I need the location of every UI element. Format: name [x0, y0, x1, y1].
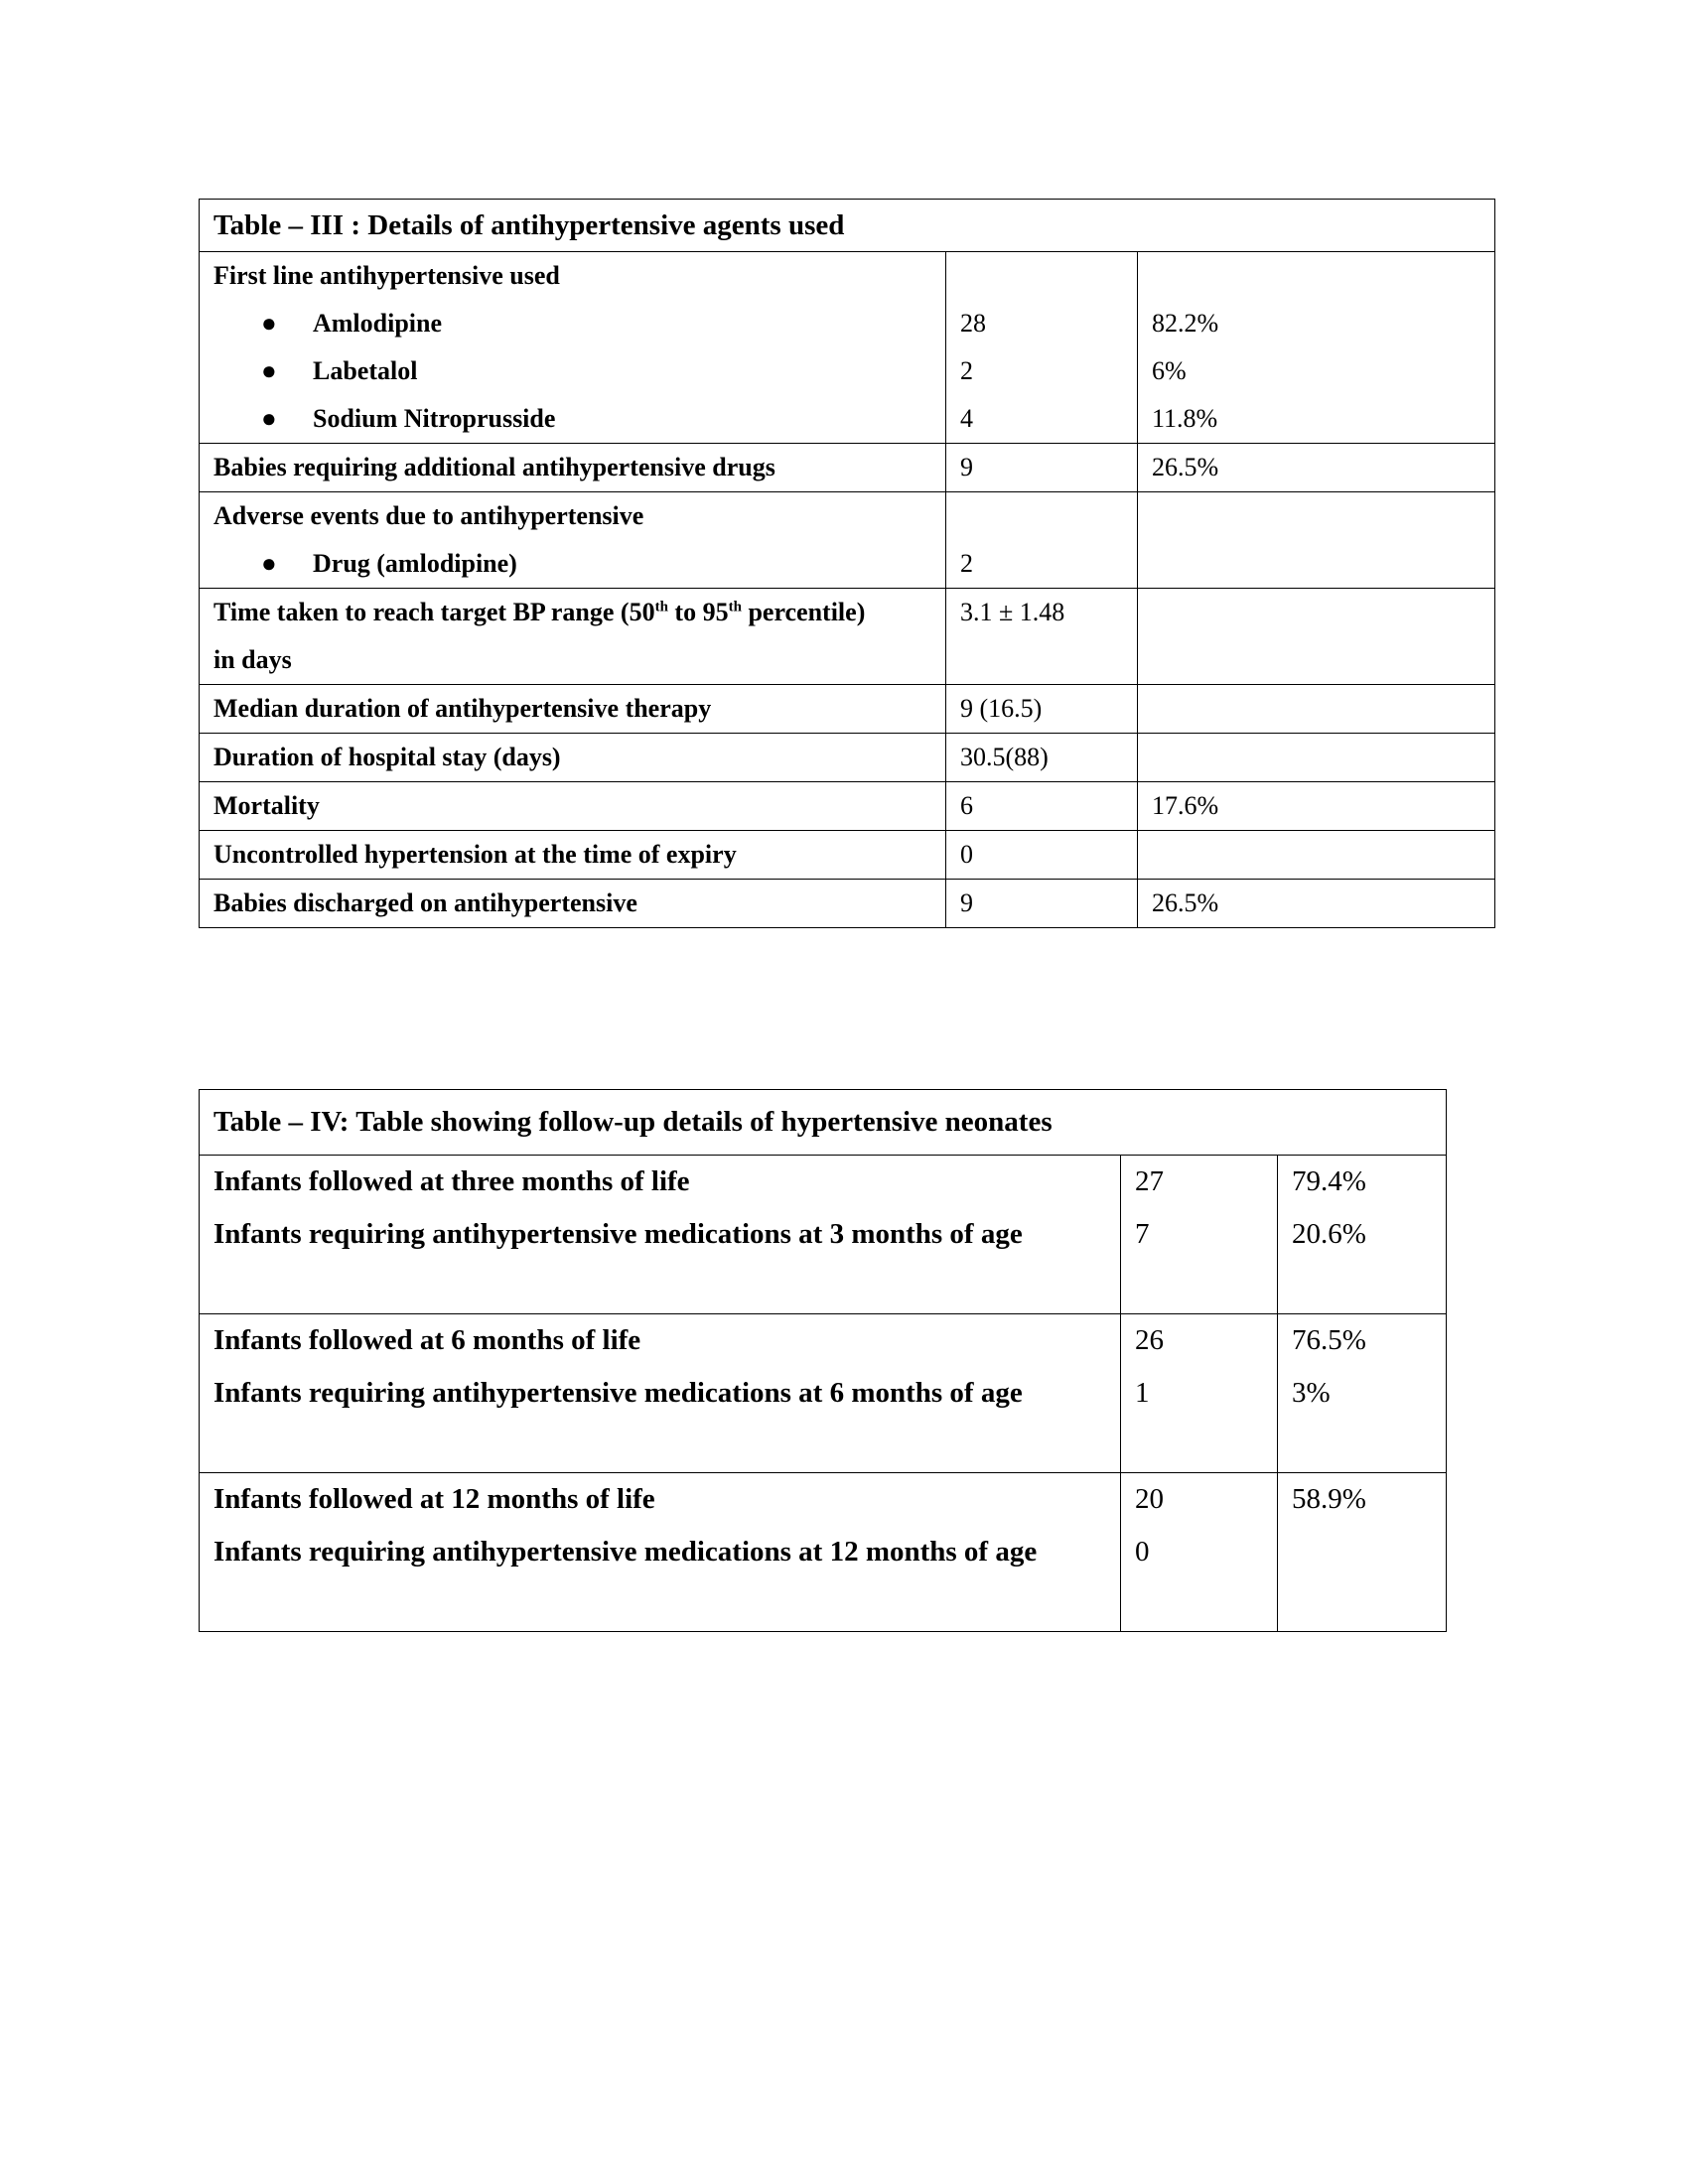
requiring-6m-pct: 3%	[1292, 1377, 1331, 1409]
hospital-stay-n: 30.5(88)	[946, 734, 1138, 782]
first-line-pct-cell	[1138, 252, 1495, 444]
labetalol-n: 2	[960, 356, 973, 385]
table-row	[200, 589, 1495, 685]
discharged-n: 9	[946, 880, 1138, 928]
bullet-icon: ●	[261, 356, 277, 385]
table-row	[200, 1314, 1447, 1473]
table-iv-title: Table – IV: Table showing follow-up details of hypertensive neonates	[200, 1090, 1447, 1156]
table-row	[200, 492, 1495, 589]
requiring-3m-pct: 20.6%	[1292, 1218, 1366, 1250]
table-row	[200, 782, 1495, 831]
drug-name-labetalol: Labetalol	[313, 356, 418, 385]
mortality-n: 6	[946, 782, 1138, 831]
drug-name-nitroprusside: Sodium Nitroprusside	[313, 404, 556, 433]
requiring-12m-label: Infants requiring antihypertensive medications at 12 months of age	[213, 1536, 1038, 1568]
median-duration-n: 9 (16.5)	[946, 685, 1138, 734]
drug-name-amlodipine: Amlodipine	[313, 309, 443, 338]
followup-3m-label-cell	[200, 1156, 1121, 1314]
followup-12m-pct-cell	[1278, 1473, 1447, 1632]
additional-drugs-label: Babies requiring additional antihypertensive drugs	[200, 444, 946, 492]
first-line-n-cell	[946, 252, 1138, 444]
adverse-events-n-cell	[946, 492, 1138, 589]
bullet-icon: ●	[261, 404, 277, 433]
requiring-3m-n: 7	[1135, 1218, 1150, 1250]
mortality-pct: 17.6%	[1138, 782, 1495, 831]
uncontrolled-pct	[1138, 831, 1495, 880]
first-line-row	[200, 252, 1495, 444]
median-duration-pct	[1138, 685, 1495, 734]
adverse-events-pct-cell	[1138, 492, 1495, 589]
labetalol-pct: 6%	[1152, 356, 1187, 385]
first-line-label-cell	[200, 252, 946, 444]
followup-12m-label-cell	[200, 1473, 1121, 1632]
amlodipine-pct: 82.2%	[1152, 309, 1219, 338]
adverse-events-n: 2	[960, 549, 973, 578]
followed-6m-label: Infants followed at 6 months of life	[213, 1324, 641, 1356]
list-item	[213, 300, 931, 347]
followed-6m-pct: 76.5%	[1292, 1324, 1366, 1356]
requiring-6m-n: 1	[1135, 1377, 1150, 1409]
followed-3m-pct: 79.4%	[1292, 1165, 1366, 1197]
table-row	[200, 1156, 1447, 1314]
table-row	[200, 444, 1495, 492]
median-duration-label: Median duration of antihypertensive therapy	[200, 685, 946, 734]
followed-3m-n: 27	[1135, 1165, 1164, 1197]
followed-12m-label: Infants followed at 12 months of life	[213, 1483, 655, 1515]
table-row	[200, 685, 1495, 734]
adverse-events-cell	[200, 492, 946, 589]
uncontrolled-label: Uncontrolled hypertension at the time of expiry	[200, 831, 946, 880]
followup-3m-n-cell	[1121, 1156, 1278, 1314]
amlodipine-n: 28	[960, 309, 986, 338]
followed-12m-pct: 58.9%	[1292, 1483, 1366, 1515]
nitroprusside-pct: 11.8%	[1152, 404, 1218, 433]
first-line-label: First line antihypertensive used	[213, 261, 560, 290]
table-row	[200, 734, 1495, 782]
requiring-12m-n: 0	[1135, 1536, 1150, 1568]
requiring-12m-pct	[1292, 1526, 1432, 1578]
time-target-cell	[200, 589, 946, 685]
list-item	[213, 395, 931, 443]
table-row	[200, 880, 1495, 928]
adverse-events-label: Adverse events due to antihypertensive	[213, 501, 644, 530]
discharged-label: Babies discharged on antihypertensive	[200, 880, 946, 928]
table-iii-title-row	[200, 200, 1495, 252]
list-item	[213, 540, 931, 588]
bullet-icon: ●	[261, 549, 277, 578]
table-row	[200, 831, 1495, 880]
uncontrolled-n: 0	[946, 831, 1138, 880]
followup-12m-n-cell	[1121, 1473, 1278, 1632]
time-target-pct-cell	[1138, 589, 1495, 685]
adverse-drug-name: Drug (amlodipine)	[313, 549, 517, 578]
followup-6m-label-cell	[200, 1314, 1121, 1473]
additional-drugs-n: 9	[946, 444, 1138, 492]
time-target-value: 3.1 ± 1.48	[946, 589, 1138, 685]
followup-6m-n-cell	[1121, 1314, 1278, 1473]
table-iii-title: Table – III : Details of antihypertensive agents used	[200, 200, 1495, 252]
hospital-stay-label: Duration of hospital stay (days)	[200, 734, 946, 782]
hospital-stay-pct	[1138, 734, 1495, 782]
list-item	[213, 347, 931, 395]
table-row	[200, 1473, 1447, 1632]
mortality-label: Mortality	[200, 782, 946, 831]
requiring-6m-label: Infants requiring antihypertensive medications at 6 months of age	[213, 1377, 1023, 1409]
bullet-icon: ●	[261, 309, 277, 338]
followed-3m-label: Infants followed at three months of life	[213, 1165, 690, 1197]
additional-drugs-pct: 26.5%	[1138, 444, 1495, 492]
followed-6m-n: 26	[1135, 1324, 1164, 1356]
followed-12m-n: 20	[1135, 1483, 1164, 1515]
nitroprusside-n: 4	[960, 404, 973, 433]
table-iii	[199, 199, 1495, 928]
requiring-3m-label: Infants requiring antihypertensive medications at 3 months of age	[213, 1218, 1023, 1250]
followup-3m-pct-cell	[1278, 1156, 1447, 1314]
followup-6m-pct-cell	[1278, 1314, 1447, 1473]
table-iv	[199, 1089, 1447, 1632]
time-target-label: Time taken to reach target BP range (50th to 95th percentile)	[213, 598, 866, 626]
time-target-label-line2: in days	[213, 645, 292, 674]
table-iv-title-row	[200, 1090, 1447, 1156]
discharged-pct: 26.5%	[1138, 880, 1495, 928]
